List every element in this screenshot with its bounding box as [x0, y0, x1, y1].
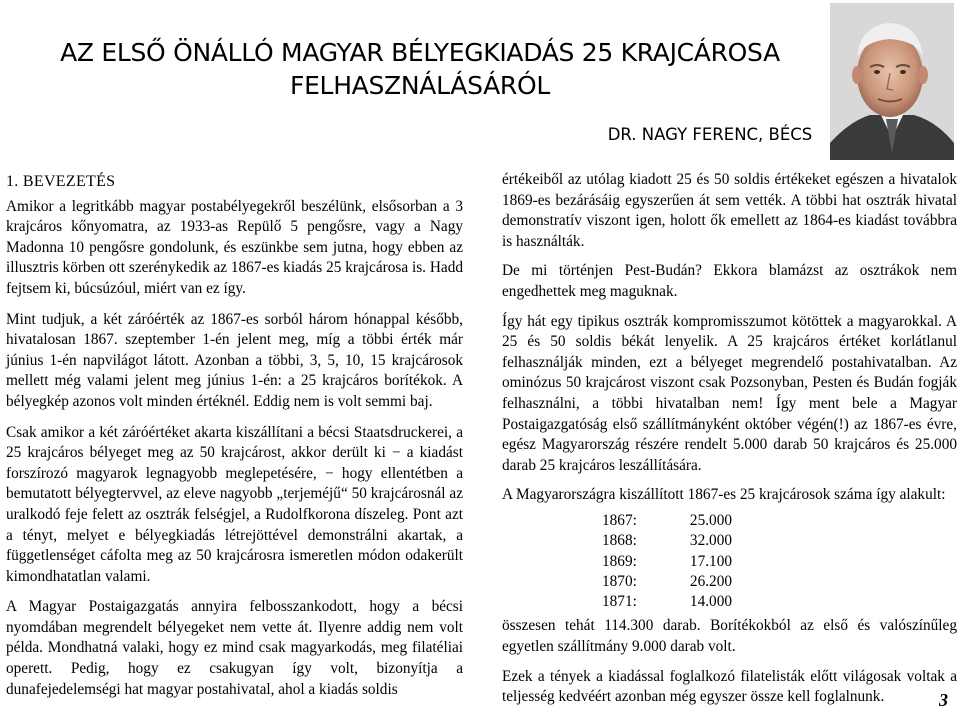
- table-row: [602, 572, 732, 592]
- year-cell: 1867:: [602, 511, 637, 529]
- count-cell: 14.000: [689, 593, 732, 611]
- count-cell: 25.000: [689, 511, 732, 529]
- paragraph: Ezek a tények a kiadással foglalkozó filatelisták előtt világosak voltak a teljesség kedvéért azonban még egyszer össze kell foglalnunk.: [502, 667, 957, 706]
- year-cell: 1870:: [602, 572, 637, 590]
- count-cell: 32.000: [689, 532, 732, 550]
- paragraph: összesen tehát 114.300 darab. Borítékokból az első és valószínűleg egyetlen szállítmány 9.000 darab volt.: [502, 617, 957, 655]
- title-line-2: FELHASZNÁLÁSÁRÓL: [289, 71, 551, 100]
- paragraph: Csak amikor a két záróértéket akarta kiszállítani a bécsi Staatsdruckerei, a 25 krajcáros bélyeget meg az 50 krajcárost, akkor derült ki − a kiadást forszírozó magyarok legnagyobb meglepetésére, − hogy ellentétben a bemutatott bélyegtervvel, az eleve nagyobb „terjeméjű“ 50 krajcárosnál az uralkodó feje felett az osztrák felségjel, a Rudolfkorona díszeleg. Pont azt a tényt, melyet e bélyegkiadás létrejöttével demonstrálni akartak, a függetlenséget cáfolta meg az 50 krajcárosra ismeretlen módon odakerült kimondhatatlan valami.: [6, 423, 463, 585]
- paragraph: Így hát egy tipikus osztrák kompromisszumot kötöttek a magyarokkal. A 25 és 50 soldis békát lenyelik. A 25 krajcáros értéket korlátlanul felhasználják minden, ezt a bélyeget megrendelő postahivatalban. Az ominózus 50 krajcárost viszont csak Pozsonyban, Pesten és Budán fogják felhasználni, a többi hivatalban nem! Így ment bele a Magyar Postaigazgatóság első szállítmányként október végén(!) az 1867-es évre, egész Magyarország részére rendelt 5.000 darab 50 krajcáros és 25.000 darab 25 krajcáros leszállítására.: [502, 312, 957, 474]
- table-row: [602, 531, 732, 551]
- author-name: DR. NAGY FERENC, BÉCS: [607, 125, 813, 144]
- table-row: [602, 552, 732, 572]
- paragraph: A Magyar Postaigazgatás annyira felbosszankodott, hogy a bécsi nyomdában megrendelt bélyegeket nem vette át. Ilyenre addig nem volt példa. Mondhatná valaki, hogy ez mind csak magyarkodás, meg filatéliai operett. Pedig, hogy ez csakugyan így volt, bizonyítja a dunafejedelemségi hat magyar postahivatal, ahol a kiadás soldis: [6, 598, 463, 698]
- shipment-table: [602, 511, 732, 612]
- page-number: 3: [939, 690, 948, 710]
- table-row: [602, 511, 732, 531]
- paragraph: értékeiből az utólag kiadott 25 és 50 soldis értékeket egészen a hivatalok 1869-es bezárásáig egyszerűen át sem vették. A többi hat osztrák hivatal demonstratív viszont igen, holott ők emellett az 1864-es kiadást továbbra is használták.: [502, 171, 957, 250]
- title-line-1: AZ ELSŐ ÖNÁLLÓ MAGYAR BÉLYEGKIADÁS 25 KRAJCÁROSA: [60, 38, 780, 67]
- table-row: [602, 592, 732, 612]
- left-column: [6, 172, 463, 710]
- paragraph: Amikor a legritkább magyar postabélyegekről beszélünk, elsősorban a 3 krajcáros kőnyomatra, az 1933-as Repülő 5 pengősre, vagy a Nagy Madonna 10 pengősre gondolunk, és eszünkbe sem jutna, hogy ebben az illusztris körben ott szerénykedik az 1867-es kiadás 25 krajcárosa is. Hadd fejtsem ki, búcsúzóul, miért van ez így.: [6, 197, 463, 297]
- year-cell: 1871:: [602, 593, 637, 611]
- year-cell: 1869:: [602, 552, 637, 570]
- year-cell: 1868:: [602, 532, 637, 550]
- author-photo: [830, 3, 954, 160]
- section-heading: 1. BEVEZETÉS: [6, 173, 116, 190]
- count-cell: 17.100: [689, 552, 732, 570]
- article-title: [20, 36, 820, 102]
- portrait-image: [830, 3, 954, 160]
- paragraph: A Magyarországra kiszállított 1867-es 25 krajcárosok száma így alakult:: [502, 486, 946, 504]
- paragraph: De mi történjen Pest-Budán? Ekkora blamázst az osztrákok nem engedhettek meg maguknak.: [502, 262, 957, 300]
- right-column: [502, 170, 957, 717]
- count-cell: 26.200: [689, 572, 732, 590]
- paragraph: Mint tudjuk, a két záróérték az 1867-es sorból három hónappal később, hivatalosan 1867. szeptember 1-én jelent meg, míg a többi érték már június 1-én napvilágot látott. Azonban a többi, 3, 5, 10, 15 krajcárosok mellett még valami jelent meg június 1-én: a 25 krajcáros borítékok. A bélyegkép azonos volt minden értéknél. Eddig nem is volt semmi baj.: [6, 310, 463, 410]
